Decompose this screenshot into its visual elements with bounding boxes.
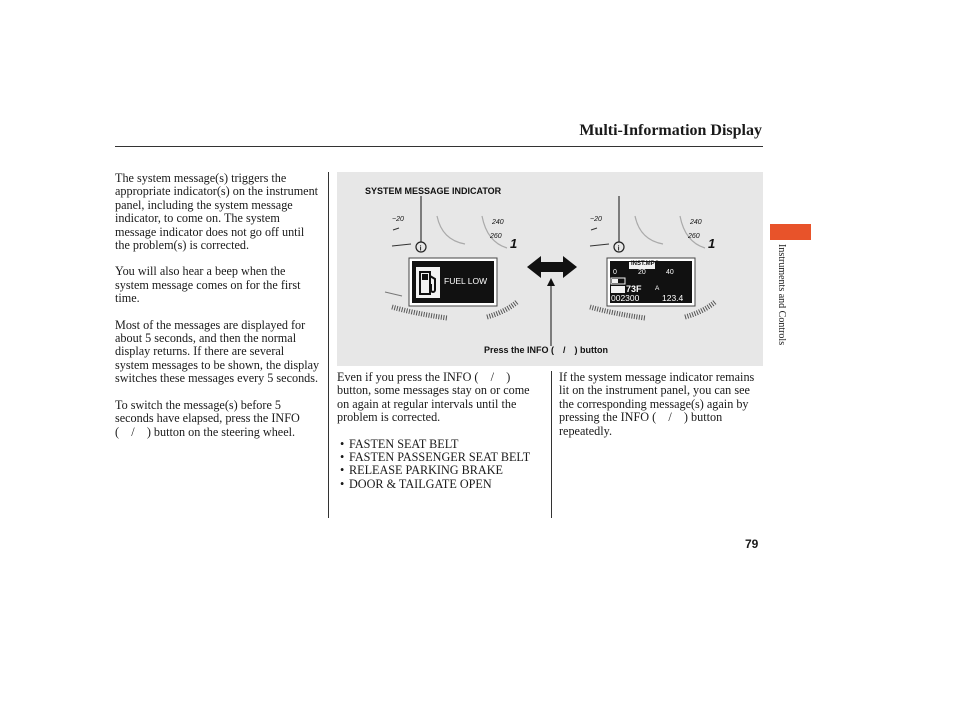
left-tick-label-240: 240 — [492, 219, 504, 226]
column-left — [115, 172, 320, 452]
paragraph-messages: Most of the messages are displayed for about 5 seconds, and then the normal display returns. If there are several system messages to be shown, the display switches these messages every 5 seconds. — [115, 317, 320, 386]
column-right — [559, 371, 764, 451]
switch-arrow-icon — [527, 256, 577, 278]
left-needle-mark — [385, 292, 402, 296]
right-tick-label-260: 260 — [688, 233, 700, 240]
section-label: Instruments and Controls — [776, 244, 787, 346]
temperature-readout: 73F — [626, 284, 642, 294]
list-item: • RELEASE PARKING BRAKE — [337, 464, 542, 477]
left-tick-label-260: 260 — [490, 233, 502, 240]
column-divider-left — [328, 172, 329, 518]
left-tick — [393, 228, 399, 230]
instrument-illustration — [337, 172, 763, 366]
left-gauge-arc — [437, 216, 465, 244]
header-rule — [115, 146, 763, 147]
column-divider-right — [551, 371, 552, 518]
right-tick-2 — [590, 244, 609, 246]
page-number: 79 — [745, 537, 759, 551]
svg-text:i: i — [617, 245, 620, 253]
press-info-label: Press the INFO ( / ) button — [484, 345, 609, 355]
odometer-readout: 002300 — [611, 293, 640, 303]
column-middle — [337, 371, 542, 491]
left-cluster — [385, 216, 517, 318]
left-dial-ticks — [392, 307, 447, 318]
mpg-bar-fill — [612, 279, 618, 283]
paragraph-beep: You will also hear a beep when the system message comes on for the first time. — [115, 264, 301, 306]
left-tick-label-minus20: −20 — [392, 216, 404, 223]
scale-0: 0 — [613, 269, 617, 276]
right-gauge-arc — [635, 216, 663, 244]
left-gear-indicator: 1 — [510, 236, 518, 251]
right-dial-ticks — [590, 307, 645, 318]
page-title: Multi-Information Display — [579, 122, 762, 139]
right-tick — [591, 228, 597, 230]
right-cluster — [590, 216, 715, 318]
paragraph-info-press: Even if you press the INFO ( / ) button, some messages stay on or come on again at regular intervals until the problem is corrected. — [337, 370, 530, 425]
instrument-figure — [337, 172, 763, 366]
svg-text:i: i — [419, 245, 422, 253]
list-item: • FASTEN PASSENGER SEAT BELT — [337, 451, 542, 464]
paragraph-switch: To switch the message(s) before 5 seconds have elapsed, press the INFO ( / ) button on the steering wheel. — [115, 397, 300, 439]
paragraph-indicator-lit: If the system message indicator remains lit on the instrument panel, you can see the corresponding message(s) again by pressing the INFO ( / ) button repeatedly. — [559, 370, 755, 438]
list-item: • DOOR & TAILGATE OPEN — [337, 478, 542, 491]
scale-40: 40 — [666, 269, 674, 276]
temp-icon-bg — [611, 286, 625, 293]
paragraph-indicator: The system message(s) triggers the appropriate indicator(s) on the instrument panel, including the system message indicator, to come on. The system message indicator does not go off until the problem(s) is corrected. — [115, 171, 319, 253]
left-tick-2 — [392, 244, 411, 246]
right-gear-indicator: 1 — [708, 236, 716, 251]
display-mode-label: INST.MPG — [631, 261, 660, 267]
tripmeter-readout: 123.4 — [662, 293, 684, 303]
system-message-indicator-label: SYSTEM MESSAGE INDICATOR — [365, 186, 502, 196]
section-tab — [770, 224, 811, 240]
fuel-pump-window — [422, 274, 428, 280]
fuel-low-message: FUEL LOW — [444, 276, 488, 286]
trip-indicator: A — [655, 285, 660, 292]
scale-20: 20 — [638, 269, 646, 276]
right-tick-label-minus20: −20 — [590, 216, 602, 223]
list-item: • FASTEN SEAT BELT — [337, 438, 542, 451]
right-tick-label-240: 240 — [690, 219, 702, 226]
press-pointer-arrow — [547, 278, 555, 346]
persistent-message-list — [337, 438, 542, 492]
